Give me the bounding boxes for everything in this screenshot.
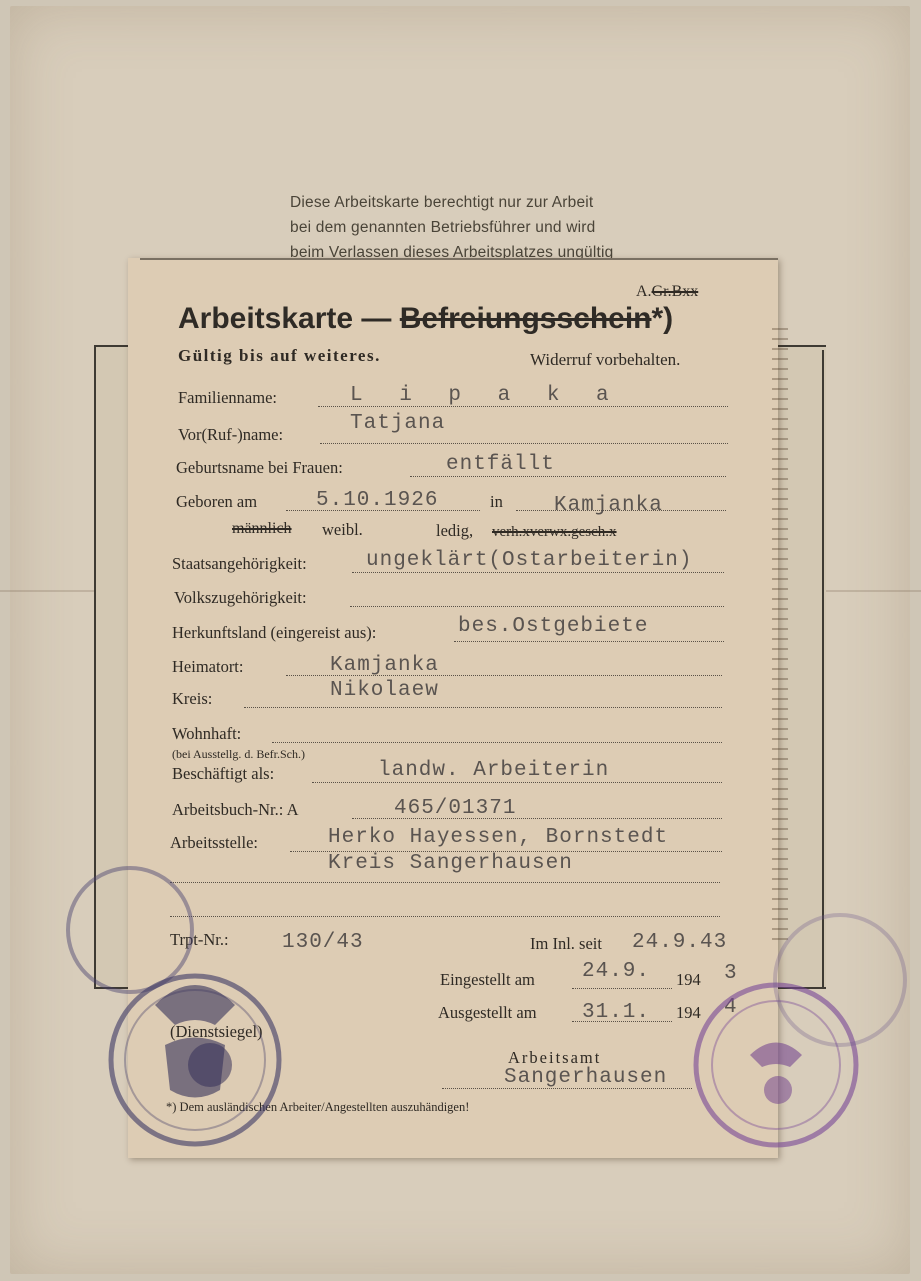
arbeitsstelle-value2: Kreis Sangerhausen	[328, 852, 573, 875]
geburtsname-label: Geburtsname bei Frauen:	[176, 458, 343, 477]
arbeitsbuch-value: 465/01371	[394, 797, 517, 820]
herkunft-line	[454, 641, 724, 642]
official-stamp-left	[55, 855, 355, 1155]
title-struck: Befreiungsschein	[399, 302, 652, 335]
geburtsname-value: entfällt	[446, 453, 555, 476]
outer-notice	[290, 190, 670, 252]
familienname-value: L i p a k a	[350, 384, 621, 407]
vorname-label: Vor(Ruf-)name:	[178, 425, 284, 444]
weibl-text: weibl.	[322, 520, 363, 539]
outer-notice-line2: bei dem genannten Betriebsführer und wird	[290, 219, 596, 236]
beschaeftigt-label: Beschäftigt als:	[172, 764, 275, 783]
perforation-edge	[772, 320, 788, 940]
im-inl-value: 24.9.43	[632, 931, 728, 954]
geboren-label: Geboren am	[176, 492, 258, 511]
ledig-text: ledig,	[436, 521, 474, 540]
faint-stamp-right	[770, 900, 910, 1060]
heimatort-value: Kamjanka	[330, 654, 439, 677]
familienname-label: Familienname:	[178, 388, 277, 407]
staat-value: ungeklärt(Ostarbeiterin)	[366, 549, 693, 572]
outer-notice-line1: Diese Arbeitskarte berechtigt nur zur Arbeit	[290, 194, 594, 211]
back-panel-border	[822, 350, 824, 988]
geburtsname-line	[410, 476, 726, 477]
ausgestellt-year-suffix: 4	[724, 996, 738, 1019]
trpt-label: Trpt-Nr.:	[170, 930, 229, 949]
ausgestellt-year-prefix: 194	[676, 1003, 701, 1022]
wohnhaft-note: (bei Ausstellg. d. Befr.Sch.)	[172, 747, 305, 761]
title-main: Arbeitskarte —	[178, 302, 392, 335]
geburtsort-value: Kamjanka	[554, 494, 663, 517]
maennlich-struck: männlich	[232, 520, 292, 537]
wohnhaft-line	[272, 742, 722, 743]
stamp-ring-outer-left	[68, 868, 192, 992]
dienstsiegel-label: (Dienstsiegel)	[170, 1022, 263, 1041]
wreath-right-icon	[764, 1076, 792, 1104]
card-title	[178, 302, 673, 336]
faint-stamp-ring	[775, 915, 905, 1045]
corner-code-struck: Gr.Bxx	[651, 283, 699, 300]
revocation-text: Widerruf vorbehalten.	[530, 350, 681, 369]
corner-code-prefix: A.	[636, 283, 652, 300]
geboren-value: 5.10.1926	[316, 489, 439, 512]
herkunft-value: bes.Ostgebiete	[458, 615, 649, 638]
beschaeftigt-value: landw. Arbeiterin	[378, 759, 610, 782]
in-label: in	[490, 492, 503, 511]
corner-code	[636, 283, 698, 301]
arbeitsamt-value: Sangerhausen	[504, 1066, 668, 1089]
footnote: *) Dem ausländischen Arbeiter/Angestellten auszuhändigen!	[166, 1100, 470, 1114]
arbeitsstelle-label: Arbeitsstelle:	[170, 833, 258, 852]
herkunft-label: Herkunftsland (eingereist aus):	[172, 623, 377, 642]
status-struck: verh.xverwx.gesch.x	[492, 524, 617, 540]
kreis-line	[244, 707, 722, 708]
title-suffix: *)	[651, 302, 674, 335]
eingestellt-year-suffix: 3	[724, 962, 738, 985]
im-inl-label: Im Inl. seit	[530, 934, 602, 953]
swastika-wreath-icon	[188, 1043, 232, 1087]
volk-line	[350, 606, 724, 607]
arbeitsbuch-label: Arbeitsbuch-Nr.: A	[172, 800, 299, 819]
validity-text: Gültig bis auf weiteres.	[178, 346, 381, 365]
arbeitsamt-label: Arbeitsamt	[508, 1048, 602, 1067]
eingestellt-year-prefix: 194	[676, 970, 701, 989]
trpt-value: 130/43	[282, 931, 364, 954]
arbeitsstelle-value1: Herko Hayessen, Bornstedt	[328, 826, 669, 849]
vorname-line	[320, 443, 728, 444]
wohnhaft-label: Wohnhaft:	[172, 724, 242, 743]
heimatort-label: Heimatort:	[172, 657, 244, 676]
ausgestellt-label: Ausgestellt am	[438, 1003, 537, 1022]
card-top-edge	[140, 258, 778, 260]
kreis-label: Kreis:	[172, 689, 213, 708]
staat-label: Staatsangehörigkeit:	[172, 554, 307, 573]
kreis-value: Nikolaew	[330, 679, 439, 702]
beschaeftigt-line	[312, 782, 722, 783]
eingestellt-value: 24.9.	[582, 960, 651, 983]
outer-notice-line3	[290, 240, 670, 252]
eingestellt-line	[572, 988, 672, 989]
volk-label: Volkszugehörigkeit:	[174, 588, 307, 607]
ausgestellt-value: 31.1.	[582, 1001, 651, 1024]
staat-line	[352, 572, 724, 573]
eingestellt-label: Eingestellt am	[440, 970, 535, 989]
vorname-value: Tatjana	[350, 412, 446, 435]
